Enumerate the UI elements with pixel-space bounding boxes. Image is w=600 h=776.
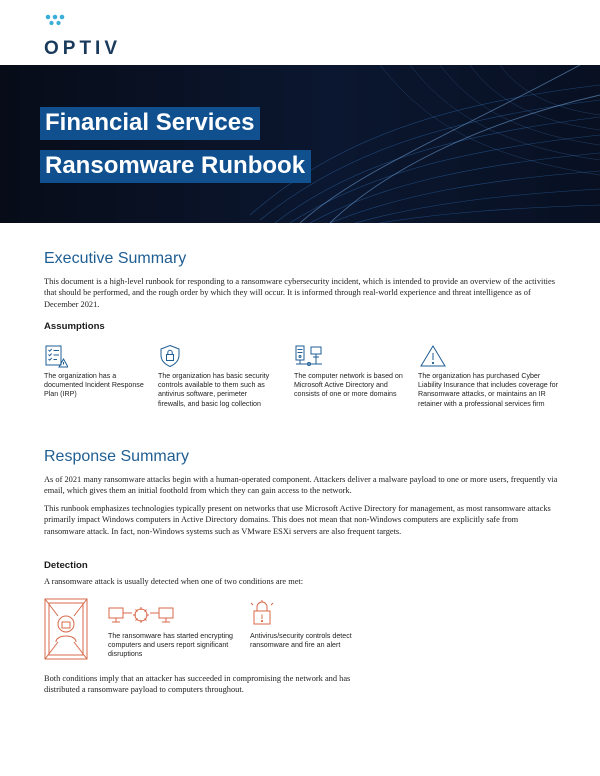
ransomware-user-icon: [44, 598, 88, 660]
network-server-icon: [294, 344, 324, 368]
detection-heading: Detection: [44, 560, 88, 571]
assumption-text: The computer network is based on Microsoft Active Directory and consists of one or more domains: [294, 372, 403, 399]
detection-condition-text: The ransomware has started encrypting computers and users report significant disruptions: [108, 632, 233, 659]
detection-intro: A ransomware attack is usually detected when one of two conditions are met:: [44, 577, 304, 586]
response-summary-paragraph-1: As of 2021 many ransomware attacks begin with a human-operated component. Attackers deliver a malware payload to one or more users, frequently via email, which gives them an initial foothold from which they can gain access to the network.: [44, 475, 558, 496]
response-summary-paragraph-2: This runbook emphasizes technologies typically present on networks that use Microsoft Active Directory for management, as most ransomware attacks primarily impact Windows computers in Active Directory domains. This does not mean that non-Windows computers are explicitly safe from ransomware attack. In fact, non-Windows systems such as VMware ESXi servers are also frequent targets.: [44, 504, 551, 536]
hero-banner: [0, 65, 600, 223]
assumption-item-irp: [44, 344, 152, 400]
assumption-text: The organization has a documented Incident Response Plan (IRP): [44, 372, 144, 399]
executive-summary-paragraph: This document is a high-level runbook for responding to a ransomware cybersecurity incident, which is intended to provide an overview of the activities that should be performed, and the rough order by which they will occur. It is informed through real-world experience and threat intelligence as of December 2021.: [44, 277, 555, 309]
detection-condition-text: Antivirus/security controls detect ransomware and fire an alert: [250, 632, 352, 650]
optiv-wordmark: OPTIV: [44, 38, 122, 59]
assumption-item-insurance: [418, 344, 563, 409]
alert-lock-icon: [250, 600, 274, 626]
response-summary-heading: Response Summary: [44, 448, 189, 465]
hero-background-wave-icon: [0, 65, 600, 223]
hero-title-line-1: Financial Services: [40, 107, 260, 140]
assumption-text: The organization has purchased Cyber Liability Insurance that includes coverage for Ransomware attacks, or maintains an IR retainer with a professional services firm: [418, 372, 558, 408]
shield-lock-icon: [158, 344, 182, 368]
assumption-text: The organization has basic security controls available to them such as antivirus software, perimeter firewalls, and basic log collection: [158, 372, 270, 408]
assumptions-heading: Assumptions: [44, 321, 105, 332]
executive-summary-heading: Executive Summary: [44, 250, 187, 267]
infected-computers-icon: [108, 606, 174, 628]
document-checklist-icon: [44, 344, 68, 368]
assumption-item-active-directory: [294, 344, 406, 400]
warning-shield-icon: [418, 344, 448, 368]
optiv-logo: [44, 14, 124, 59]
assumption-item-security-controls: [158, 344, 270, 409]
optiv-logo-mark-icon: [44, 14, 66, 28]
detection-conclusion: Both conditions imply that an attacker has succeeded in compromising the network and has distributed a ransomware payload to computers throughout.: [44, 674, 351, 695]
hero-title-line-2: Ransomware Runbook: [40, 150, 311, 183]
